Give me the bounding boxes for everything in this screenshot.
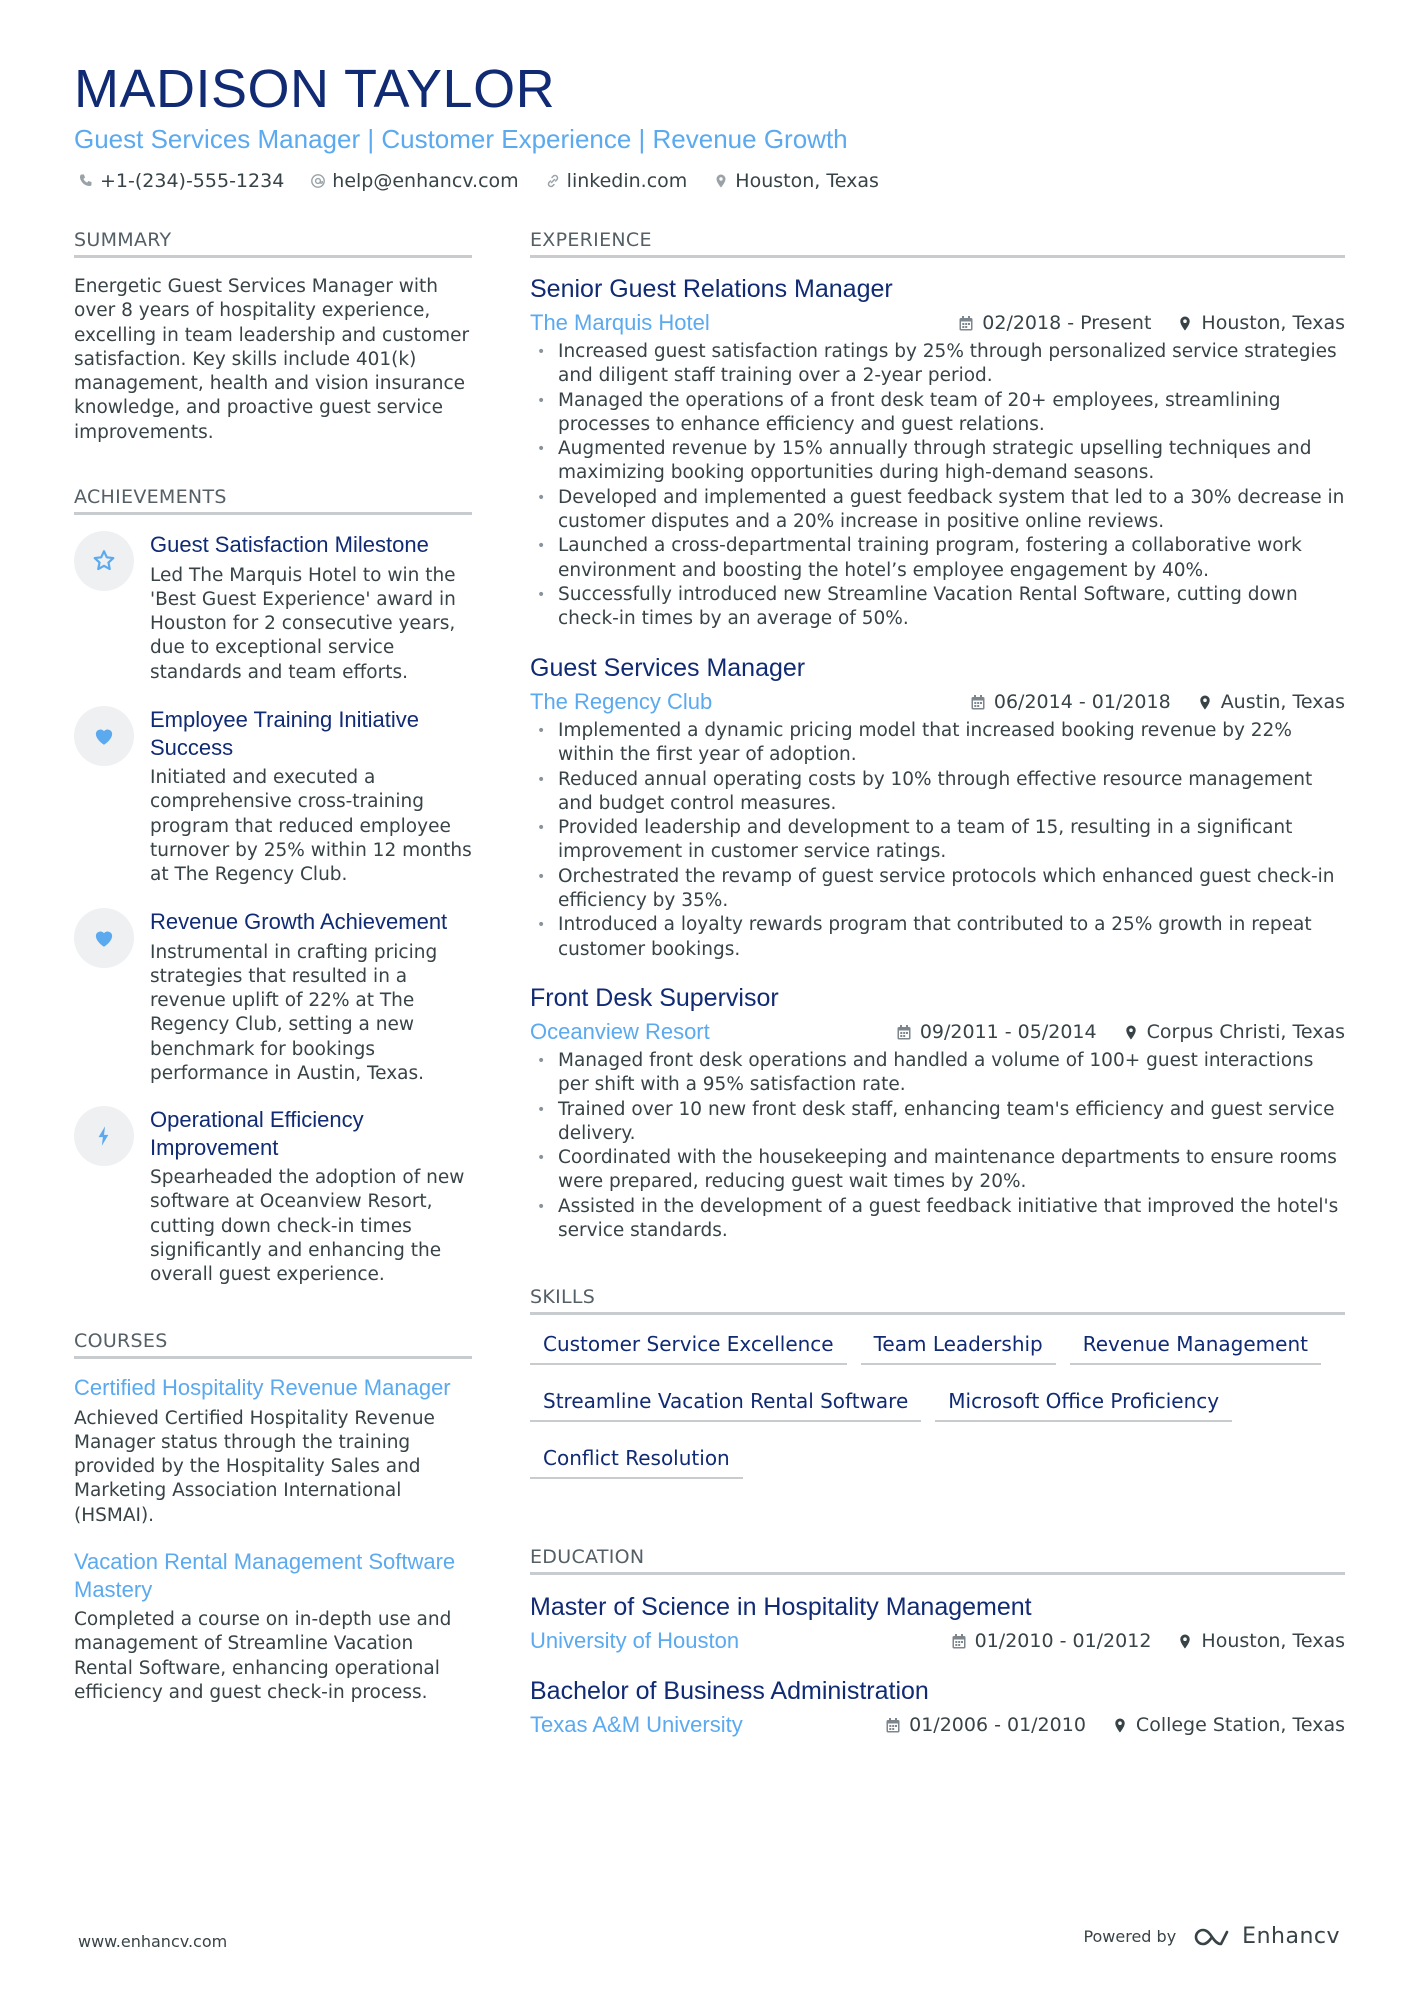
calendar-icon	[896, 1024, 912, 1041]
job-bullet: • Augmented revenue by 15% annually through strategic upselling techniques and maximizing booking opportunities during high-demand seasons.	[530, 437, 1345, 486]
education-divider	[530, 1572, 1345, 1575]
skills-list	[530, 1328, 1345, 1479]
experience-heading: EXPERIENCE	[530, 229, 652, 251]
infinity-logo-icon	[1190, 1925, 1234, 1949]
linkedin-text: linkedin.com	[566, 170, 688, 192]
job-bullet: • Orchestrated the revamp of guest service protocols which enhanced guest check-in efficiency by 35%.	[530, 865, 1345, 914]
education-heading: EDUCATION	[530, 1546, 645, 1568]
contact-bar	[78, 170, 879, 192]
achievement-title: Guest Satisfaction Milestone	[150, 532, 429, 557]
email-text: help@enhancv.com	[332, 170, 519, 192]
skills-divider	[530, 1312, 1345, 1315]
achievement-description: Instrumental in crafting pricing strategies that resulted in a revenue uplift of 22% at The Regency Club, setting a new benchmark for bookings performance in Austin, Texas.	[150, 941, 438, 1084]
enhancv-logo[interactable]	[1190, 1924, 1340, 1949]
experience-entry	[530, 983, 1345, 1243]
achievement-icon-bg	[74, 706, 134, 766]
job-bullet: • Developed and implemented a guest feedback system that led to a 30% decrease in customer disputes and a 20% increase in positive online reviews.	[530, 486, 1345, 535]
candidate-name: MADISON TAYLOR	[74, 59, 556, 119]
job-bullet: • Implemented a dynamic pricing model that increased booking revenue by 22% within the first year of adoption.	[530, 719, 1345, 768]
job-title: Senior Guest Relations Manager	[530, 275, 893, 303]
experience-divider	[530, 255, 1345, 258]
location-text: Houston, Texas	[735, 170, 879, 192]
footer-branding	[1083, 1924, 1340, 1949]
achievement-icon-bg	[74, 531, 134, 591]
job-bullet: • Managed front desk operations and handled a volume of 100+ guest interactions per shift with a 95% satisfaction rate.	[530, 1049, 1345, 1098]
job-bullet: • Assisted in the development of a guest feedback initiative that improved the hotel's service standards.	[530, 1195, 1345, 1244]
skill-tag: Conflict Resolution	[530, 1442, 743, 1479]
location-pin-icon	[1123, 1024, 1139, 1041]
contact-location	[713, 170, 879, 192]
skill-tag: Team Leadership	[861, 1328, 1056, 1365]
achievements-divider	[74, 512, 472, 515]
heart-icon	[91, 723, 117, 749]
courses-heading: COURSES	[74, 1330, 168, 1352]
course-description: Completed a course on in-depth use and management of Streamline Vacation Rental Software, enhancing operational efficiency and guest check-in process.	[74, 1609, 452, 1703]
location-pin-icon	[1197, 694, 1213, 711]
education-dates	[951, 1626, 1152, 1656]
link-icon	[545, 173, 561, 189]
company-name: Oceanview Resort	[530, 1019, 710, 1044]
achievement-icon-bg	[74, 908, 134, 968]
skill-tag: Microsoft Office Proficiency	[935, 1385, 1232, 1422]
phone-text: +1-(234)-555-1234	[100, 170, 285, 192]
calendar-icon	[958, 315, 974, 332]
achievements-heading: ACHIEVEMENTS	[74, 486, 227, 508]
school-name: Texas A&M University	[530, 1712, 743, 1737]
job-bullet: • Introduced a loyalty rewards program that contributed to a 25% growth in repeat customer bookings.	[530, 913, 1345, 962]
heart-icon	[91, 925, 117, 951]
phone-icon	[78, 173, 94, 189]
calendar-icon	[970, 694, 986, 711]
job-dates-text: 02/2018 - Present	[982, 312, 1152, 334]
education-location-text: Houston, Texas	[1201, 1630, 1345, 1652]
star-icon	[91, 548, 117, 574]
job-dates-text: 09/2011 - 05/2014	[919, 1021, 1097, 1043]
job-location	[1197, 687, 1345, 717]
experience-entry	[530, 274, 1345, 632]
contact-email[interactable]	[310, 170, 518, 192]
achievement-title: Employee Training Initiative Success	[150, 707, 420, 760]
job-dates-text: 06/2014 - 01/2018	[993, 691, 1171, 713]
education-entry	[530, 1592, 1345, 1656]
bolt-icon	[91, 1123, 117, 1149]
achievement-description: Initiated and executed a comprehensive cross-training program that reduced employee turnover by 25% within 12 months at The Regency Club.	[150, 767, 472, 886]
course-item	[74, 1548, 474, 1705]
course-title: Certified Hospitality Revenue Manager	[74, 1375, 451, 1400]
job-location	[1177, 308, 1345, 338]
achievement-title: Operational Efficiency Improvement	[150, 1107, 364, 1160]
at-icon	[310, 173, 326, 189]
job-bullets	[530, 719, 1345, 962]
education-location-text: College Station, Texas	[1135, 1714, 1345, 1736]
summary-text: Energetic Guest Services Manager with over 8 years of hospitality experience, excelling in team leadership and customer satisfaction. Key skills include 401(k) management, health and vision insurance knowledge, and proactive guest service improvements.	[74, 276, 470, 443]
achievement-icon-bg	[74, 1106, 134, 1166]
job-title: Guest Services Manager	[530, 654, 806, 682]
calendar-icon	[885, 1717, 901, 1734]
contact-phone	[78, 170, 284, 192]
education-location	[1177, 1626, 1345, 1656]
location-pin-icon	[713, 173, 729, 189]
job-bullet: • Reduced annual operating costs by 10% through effective resource management and budget control measures.	[530, 768, 1345, 817]
headline: Guest Services Manager | Customer Experience | Revenue Growth	[74, 124, 848, 154]
job-bullet: • Successfully introduced new Streamline Vacation Rental Software, cutting down check-in times by an average of 50%.	[530, 583, 1345, 632]
skill-tag: Revenue Management	[1070, 1328, 1321, 1365]
courses-divider	[74, 1356, 472, 1359]
skill-tag: Customer Service Excellence	[530, 1328, 847, 1365]
education-dates-text: 01/2006 - 01/2010	[909, 1714, 1086, 1736]
education-dates-text: 01/2010 - 01/2012	[974, 1630, 1152, 1652]
company-name: The Regency Club	[530, 689, 713, 714]
job-bullet: • Provided leadership and development to a team of 15, resulting in a significant improvement in customer service ratings.	[530, 816, 1345, 865]
job-bullet: • Launched a cross-departmental training program, fostering a collaborative work environment and boosting the hotel’s employee engagement by 40%.	[530, 534, 1345, 583]
job-title: Front Desk Supervisor	[530, 984, 779, 1012]
brand-name: Enhancv	[1242, 1924, 1340, 1949]
job-location-text: Corpus Christi, Texas	[1146, 1021, 1345, 1043]
location-pin-icon	[1177, 1633, 1193, 1650]
school-name: University of Houston	[530, 1628, 740, 1653]
achievement-description: Spearheaded the adoption of new software at Oceanview Resort, cutting down check-in times significantly and enhancing the overall guest experience.	[150, 1167, 465, 1286]
job-bullet: • Trained over 10 new front desk staff, enhancing team's efficiency and guest service delivery.	[530, 1098, 1345, 1147]
job-location	[1123, 1017, 1345, 1047]
job-dates	[896, 1017, 1097, 1047]
degree-title: Bachelor of Business Administration	[530, 1677, 929, 1705]
footer-website[interactable]: www.enhancv.com	[78, 1932, 228, 1951]
job-dates	[970, 687, 1171, 717]
education-dates	[885, 1710, 1086, 1740]
location-pin-icon	[1177, 315, 1193, 332]
course-title: Vacation Rental Management Software Mastery	[74, 1549, 456, 1602]
experience-entry	[530, 653, 1345, 962]
skills-heading: SKILLS	[530, 1286, 596, 1308]
job-bullets	[530, 1049, 1345, 1243]
job-bullet: • Managed the operations of a front desk team of 20+ employees, streamlining processes to enhance efficiency and guest relations.	[530, 389, 1345, 438]
powered-by-text: Powered by	[1083, 1927, 1177, 1946]
job-location-text: Austin, Texas	[1220, 691, 1345, 713]
summary-divider	[74, 255, 472, 258]
course-description: Achieved Certified Hospitality Revenue Manager status through the training provided by the Hospitality Sales and Marketing Association International (HSMAI).	[74, 1407, 435, 1526]
job-bullet: • Coordinated with the housekeeping and maintenance departments to ensure rooms were prepared, reducing guest wait times by 20%.	[530, 1146, 1345, 1195]
achievement-title: Revenue Growth Achievement	[150, 909, 448, 934]
calendar-icon	[951, 1633, 967, 1650]
location-pin-icon	[1112, 1717, 1128, 1734]
job-location-text: Houston, Texas	[1201, 312, 1345, 334]
course-item	[74, 1374, 474, 1528]
achievement-description: Led The Marquis Hotel to win the 'Best Guest Experience' award in Houston for 2 consecutive years, due to exceptional service standards and team efforts.	[150, 564, 456, 683]
education-entry	[530, 1676, 1345, 1740]
job-bullet: • Increased guest satisfaction ratings by 25% through personalized service strategies and diligent staff training over a 2-year period.	[530, 340, 1345, 389]
education-location	[1112, 1710, 1345, 1740]
company-name: The Marquis Hotel	[530, 310, 710, 335]
degree-title: Master of Science in Hospitality Management	[530, 1593, 1032, 1621]
job-dates	[958, 308, 1151, 338]
skill-tag: Streamline Vacation Rental Software	[530, 1385, 921, 1422]
job-bullets	[530, 340, 1345, 632]
contact-linkedin[interactable]	[545, 170, 688, 192]
summary-heading: SUMMARY	[74, 229, 172, 251]
